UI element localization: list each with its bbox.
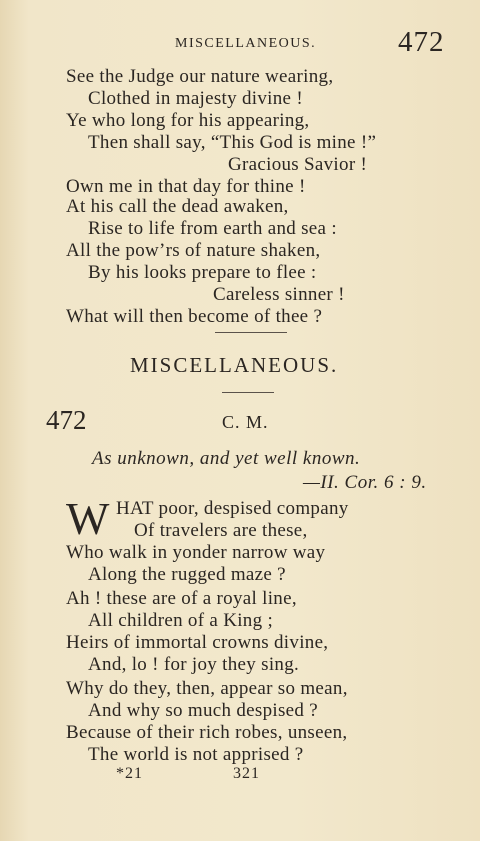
divider-rule	[215, 332, 287, 333]
page-number: 472	[398, 26, 445, 58]
verse-line: HAT poor, despised company	[116, 498, 349, 519]
divider-rule	[222, 392, 274, 393]
verse-line: Ah ! these are of a royal line,	[66, 588, 297, 609]
verse-line: All children of a King ;	[88, 610, 274, 631]
footer-page-number: 321	[233, 765, 260, 782]
verse-line: And, lo ! for joy they sing.	[88, 654, 300, 675]
hymn-epigraph: As unknown, and yet well known.	[92, 448, 361, 469]
verse-line: Rise to life from earth and sea :	[88, 218, 337, 239]
verse-line: What will then become of thee ?	[66, 306, 323, 327]
signature-mark: *21	[116, 765, 143, 782]
section-title: MISCELLANEOUS.	[130, 353, 339, 377]
scripture-reference: —II. Cor. 6 : 9.	[303, 472, 427, 493]
drop-cap: W	[66, 493, 110, 544]
verse-line: By his looks prepare to flee :	[88, 262, 317, 283]
verse-line: Then shall say, “This God is mine !”	[88, 132, 377, 153]
verse-line: And why so much despised ?	[88, 700, 318, 721]
hymn-number: 472	[46, 405, 87, 435]
running-title: MISCELLANEOUS.	[175, 36, 317, 51]
verse-line: Who walk in yonder narrow way	[66, 542, 326, 563]
verse-line: Along the rugged maze ?	[88, 564, 286, 585]
verse-line: The world is not apprised ?	[88, 744, 304, 765]
verse-line: Own me in that day for thine !	[66, 176, 306, 197]
running-head	[0, 26, 480, 60]
verse-line: At his call the dead awaken,	[66, 196, 289, 217]
verse-line: All the pow’rs of nature shaken,	[66, 240, 321, 261]
verse-line: Clothed in majesty divine !	[88, 88, 303, 109]
hymn-meter: C. M.	[222, 412, 269, 432]
verse-line: Ye who long for his appearing,	[66, 110, 310, 131]
verse-line: Because of their rich robes, unseen,	[66, 722, 348, 743]
verse-line: Heirs of immortal crowns divine,	[66, 632, 329, 653]
verse-line: Gracious Savior !	[228, 154, 368, 175]
verse-line: Careless sinner !	[213, 284, 345, 305]
verse-line: Why do they, then, appear so mean,	[66, 678, 348, 699]
verse-line: Of travelers are these,	[134, 520, 308, 541]
verse-line: See the Judge our nature wearing,	[66, 66, 334, 87]
